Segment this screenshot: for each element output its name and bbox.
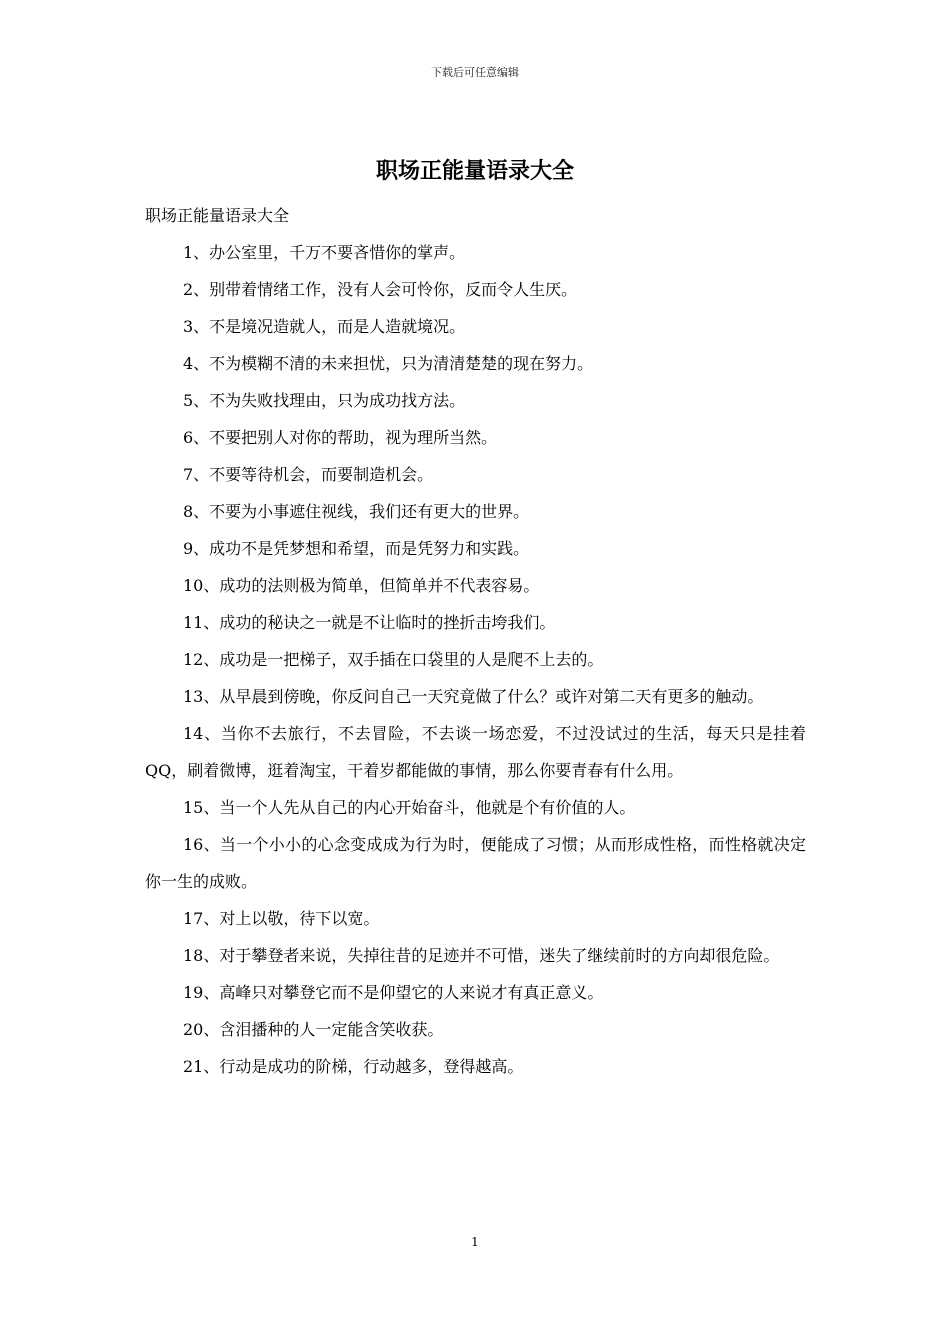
quote-item-2: 2、别带着情绪工作，没有人会可怜你，反而令人生厌。 (183, 280, 578, 299)
quote-item-15: 15、当一个人先从自己的内心开始奋斗，他就是个有价值的人。 (183, 798, 636, 817)
quote-item-5: 5、不为失败找理由，只为成功找方法。 (183, 391, 466, 410)
quote-item-12: 12、成功是一把梯子，双手插在口袋里的人是爬不上去的。 (183, 650, 604, 669)
page-number: 1 (471, 1235, 479, 1249)
quote-item-8: 8、不要为小事遮住视线，我们还有更大的世界。 (183, 502, 530, 521)
quote-item-19: 19、高峰只对攀登它而不是仰望它的人来说才有真正意义。 (183, 983, 604, 1002)
document-title: 职场正能量语录大全 (375, 158, 574, 184)
quote-item-11: 11、成功的秘诀之一就是不让临时的挫折击垮我们。 (183, 613, 556, 632)
quote-item-7: 7、不要等待机会，而要制造机会。 (183, 465, 434, 484)
document-subtitle: 职场正能量语录大全 (145, 206, 290, 225)
quote-item-21: 21、行动是成功的阶梯，行动越多，登得越高。 (183, 1057, 524, 1076)
quote-item-16: 16、当一个小小的心念变成成为行为时，便能成了习惯；从而形成性格，而性格就决定你一生的成败。 (145, 835, 806, 891)
quote-item-1: 1、办公室里，千万不要吝惜你的掌声。 (183, 243, 466, 262)
document-body (145, 197, 806, 1085)
quote-item-13: 13、从早晨到傍晚，你反问自己一天究竟做了什么？或许对第二天有更多的触动。 (183, 687, 764, 706)
quote-item-14: 14、当你不去旅行，不去冒险，不去谈一场恋爱，不过没试过的生活，每天只是挂着QQ，刷着微博，逛着淘宝，干着岁都能做的事情，那么你要青春有什么用。 (145, 724, 806, 780)
quote-item-3: 3、不是境况造就人，而是人造就境况。 (183, 317, 466, 336)
quote-item-20: 20、含泪播种的人一定能含笑收获。 (183, 1020, 444, 1039)
quote-item-18: 18、对于攀登者来说，失掉往昔的足迹并不可惜，迷失了继续前时的方向却很危险。 (183, 946, 780, 965)
quote-item-6: 6、不要把别人对你的帮助，视为理所当然。 (183, 428, 498, 447)
quote-item-4: 4、不为模糊不清的未来担忧，只为清清楚楚的现在努力。 (183, 354, 594, 373)
quote-item-10: 10、成功的法则极为简单，但简单并不代表容易。 (183, 576, 540, 595)
page-header: 下载后可任意编辑 (431, 66, 519, 79)
quote-item-17: 17、对上以敬，待下以宽。 (183, 909, 380, 928)
quote-item-9: 9、成功不是凭梦想和希望，而是凭努力和实践。 (183, 539, 530, 558)
